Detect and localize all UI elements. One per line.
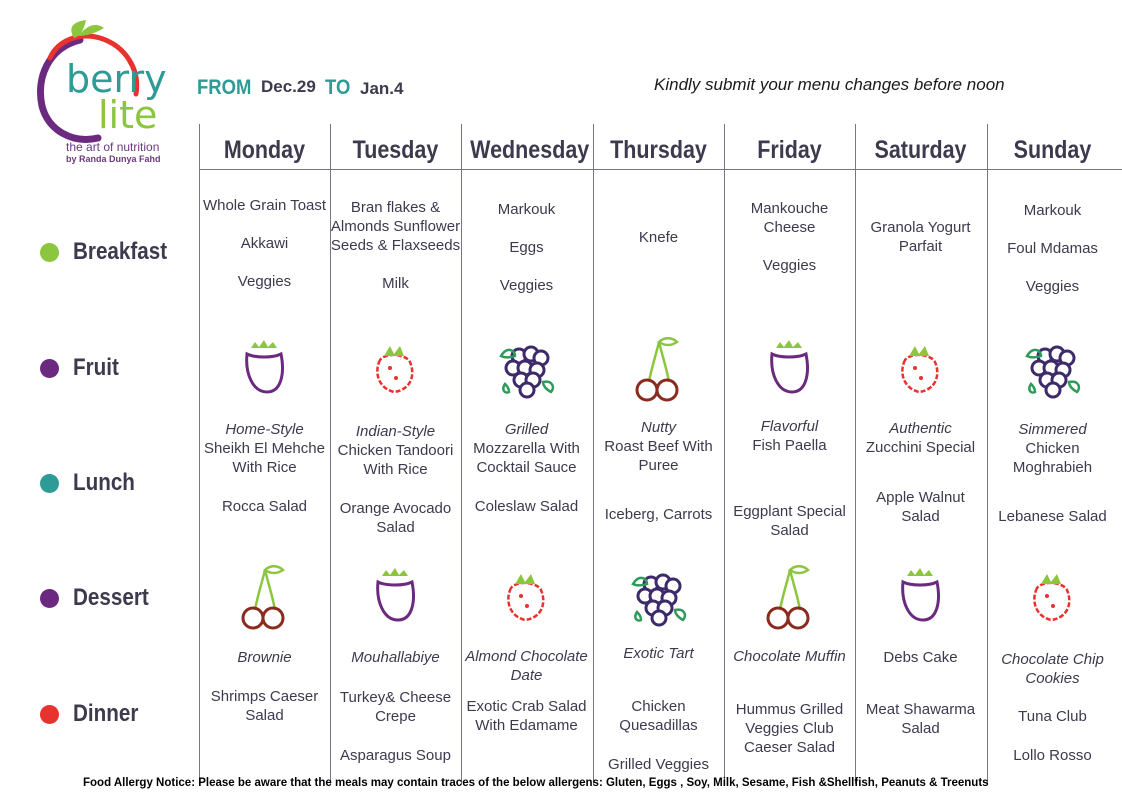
meal-label-text: Fruit (73, 354, 119, 381)
breakfast-cell (855, 218, 986, 256)
plum-icon (229, 334, 299, 404)
dinner-cell (987, 707, 1118, 765)
day-header-thursday: Thursday (610, 136, 707, 164)
menu-item: Brownie (237, 649, 292, 666)
breakfast-cell (724, 199, 855, 275)
day-header-wednesday: Wednesday (470, 136, 590, 164)
menu-item: Sheikh El Mehche With Rice (204, 440, 325, 476)
breakfast-dot-icon (40, 243, 59, 262)
menu-item: Granola Yogurt Parfait (870, 219, 971, 255)
header-divider (199, 169, 1122, 170)
menu-item: Shrimps Caeser Salad (210, 688, 319, 724)
dessert-cell (461, 647, 592, 685)
menu-item: Chicken Tandoori With Rice (337, 442, 454, 478)
menu-item: Veggies (762, 257, 817, 274)
logo-word-top: berry (66, 57, 167, 101)
menu-item: Eggs (509, 239, 544, 256)
to-date: Jan.4 (360, 79, 404, 98)
dinner-cell (461, 697, 592, 735)
dessert-cell (330, 648, 461, 667)
menu-item: Apple Walnut Salad (876, 489, 965, 525)
menu-item: Chicken Moghrabieh (1012, 440, 1093, 476)
breakfast-cell (461, 200, 592, 295)
dessert-cell (593, 644, 724, 663)
menu-item: Chocolate Chip Cookies (1001, 651, 1104, 687)
dessert-cell (724, 647, 855, 666)
meal-label-text: Dinner (73, 700, 139, 727)
menu-item: Zucchini Special (865, 439, 976, 456)
menu-item: Foul Mdamas (1007, 240, 1098, 257)
day-header-friday: Friday (757, 136, 822, 164)
grapes-icon (623, 562, 693, 632)
dinner-cell (199, 687, 330, 725)
lunch-cell (593, 418, 724, 524)
menu-item: Knefe (638, 229, 679, 246)
cherries-icon (623, 334, 693, 404)
menu-item: Orange Avocado Salad (339, 500, 452, 536)
menu-item: Roast Beef With Puree (604, 438, 713, 474)
menu-item: Meat Shawarma Salad (865, 701, 976, 737)
menu-item: Mouhallabiye (351, 649, 440, 666)
menu-item: Coleslaw Salad (474, 498, 579, 515)
meal-label-text: Breakfast (73, 238, 168, 265)
from-date: Dec.29 (261, 77, 316, 96)
menu-item: Caeser Salad (744, 739, 835, 756)
menu-item: Lebanese Salad (998, 508, 1107, 525)
lunch-cell (987, 420, 1118, 526)
dessert-dot-icon (40, 589, 59, 608)
grapes-icon (491, 334, 561, 404)
plum-icon (885, 562, 955, 632)
dinner-cell (330, 688, 461, 765)
lunch-cell (855, 419, 986, 526)
dessert-cell (987, 650, 1118, 688)
menu-item: Nutty (640, 419, 676, 436)
meal-label-fruit (40, 354, 126, 382)
raspberry-icon (1017, 562, 1087, 632)
dinner-dot-icon (40, 705, 59, 724)
menu-item: Markouk (1023, 202, 1082, 219)
menu-item: Simmered (1018, 421, 1087, 438)
menu-item: Indian-Style (355, 423, 436, 440)
plum-icon (360, 562, 430, 632)
meal-label-dessert (40, 584, 161, 612)
menu-item: Fish Paella (752, 437, 827, 454)
logo-word-bottom: lite (98, 93, 158, 137)
menu-item: Exotic Tart (623, 645, 694, 662)
menu-changes-notice: Kindly submit your menu changes before noon (654, 75, 1005, 94)
menu-item: Markouk (497, 201, 556, 218)
cherries-icon (229, 562, 299, 632)
lunch-cell (724, 417, 855, 540)
lunch-cell (461, 420, 592, 516)
menu-item: Flavorful (760, 418, 819, 435)
day-header-monday: Monday (223, 136, 306, 164)
breakfast-cell (330, 198, 461, 293)
allergy-notice: Food Allergy Notice: Please be aware that the meals may contain traces of the below allergens: Gluten, Eggs , Soy, Milk, Sesame, Fish &Shellfish, Peanuts & Treenuts (83, 777, 989, 789)
raspberry-icon (491, 562, 561, 632)
menu-item: Hummus Grilled Veggies Club (735, 701, 844, 737)
lunch-cell (330, 422, 461, 537)
fruit-dot-icon (40, 359, 59, 378)
menu-item: Veggies (499, 277, 554, 294)
raspberry-icon (360, 334, 430, 404)
menu-item: Turkey& Cheese Crepe (339, 689, 452, 725)
to-label: TO (325, 76, 351, 99)
menu-item: Exotic Crab Salad With Edamame (466, 698, 587, 734)
menu-item: Bran flakes & Almonds Sunflower Seeds & Flaxseeds (330, 199, 461, 254)
menu-item: Iceberg, Carrots (604, 506, 713, 523)
dessert-cell (199, 648, 330, 667)
plum-icon (754, 334, 824, 404)
cherries-icon (754, 562, 824, 632)
menu-item: Grilled (504, 421, 549, 438)
menu-item: Chicken Quesadillas (619, 698, 698, 734)
grapes-icon (1017, 334, 1087, 404)
menu-item: Veggies (1025, 278, 1080, 295)
menu-item: Chocolate Muffin (733, 648, 846, 665)
breakfast-cell (199, 196, 330, 291)
menu-item: Veggies (237, 273, 292, 290)
meal-label-text: Dessert (73, 584, 149, 611)
menu-item: Home-Style (225, 421, 304, 438)
menu-item: Mankouche Cheese (750, 200, 829, 236)
menu-item: Authentic (889, 420, 952, 437)
menu-item: Rocca Salad (221, 498, 308, 515)
dinner-cell (724, 700, 855, 757)
meal-label-dinner (40, 700, 149, 728)
meal-label-text: Lunch (73, 469, 135, 496)
menu-item: Eggplant Special Salad (733, 503, 846, 539)
lunch-cell (199, 420, 330, 516)
breakfast-cell (593, 228, 724, 247)
menu-item: Tuna Club (1018, 708, 1087, 725)
meal-label-breakfast (40, 238, 182, 266)
day-header-tuesday: Tuesday (352, 136, 439, 164)
menu-item: Milk (382, 275, 409, 292)
menu-item: Lollo Rosso (1013, 747, 1092, 764)
raspberry-icon (885, 334, 955, 404)
menu-item: Asparagus Soup (340, 747, 451, 764)
menu-item: Almond Chocolate Date (465, 648, 588, 684)
dessert-cell (855, 648, 986, 667)
day-header-sunday: Sunday (1013, 136, 1092, 164)
breakfast-cell (987, 201, 1118, 296)
menu-item: Debs Cake (883, 649, 958, 666)
meal-label-lunch (40, 469, 145, 497)
menu-item: Mozzarella With Cocktail Sauce (473, 440, 580, 476)
lunch-dot-icon (40, 474, 59, 493)
day-header-saturday: Saturday (874, 136, 967, 164)
logo-byline: by Randa Dunya Fahd (66, 154, 161, 164)
logo-tagline: the art of nutrition (66, 140, 160, 154)
menu-item: Akkawi (240, 235, 289, 252)
menu-item: Whole Grain Toast (202, 197, 327, 214)
dinner-cell (593, 697, 724, 774)
menu-item: Grilled Veggies (608, 756, 709, 773)
dinner-cell (855, 700, 986, 738)
from-label: FROM (197, 76, 252, 99)
